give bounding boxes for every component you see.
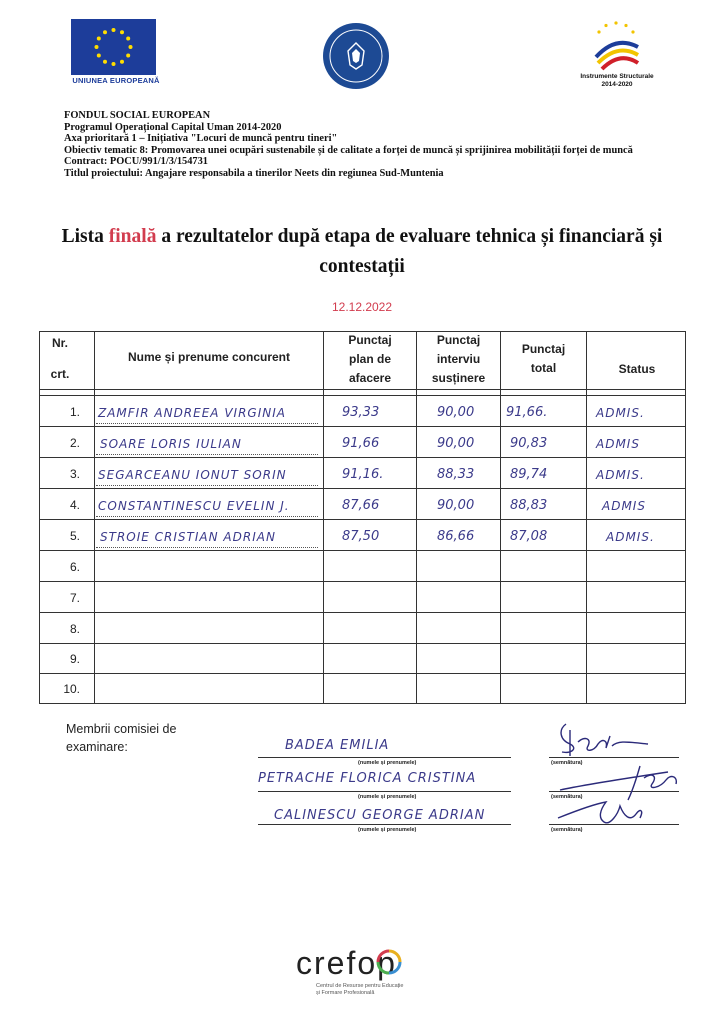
committee-label-line2: examinare: <box>66 740 128 754</box>
title-part1: Lista <box>61 226 109 247</box>
project-header <box>64 110 704 180</box>
row-number: 4. <box>69 498 80 512</box>
row-number: 1. <box>69 405 80 419</box>
structural-instruments-caption <box>571 73 663 89</box>
status-value: ADMIS. <box>596 406 645 420</box>
title-line2: contestații <box>319 256 405 277</box>
crefop-sub-line2: și Formare Profesională <box>316 989 375 996</box>
row-divider <box>40 457 685 458</box>
name-line <box>258 824 511 825</box>
crefop-sub-line1: Centrul de Resurse pentru Educație <box>316 983 404 989</box>
header-total <box>501 340 586 378</box>
crefop-wordmark: crefop <box>296 945 397 981</box>
name-caption: (numele și prenumele) <box>358 794 417 800</box>
score-total: 91,66. <box>506 405 548 420</box>
signature-caption: (semnătura) <box>551 794 583 800</box>
row-divider <box>40 673 685 674</box>
candidate-name: STROIE CRISTIAN ADRIAN <box>100 530 276 544</box>
header-plan-line3: afacere <box>348 371 392 385</box>
score-total: 89,74 <box>510 467 548 482</box>
header-nr-line1: Nr. <box>51 336 68 350</box>
underline <box>96 485 318 486</box>
committee-label-line1: Membrii comisiei de <box>66 722 177 736</box>
score-plan: 93,33 <box>342 405 380 420</box>
score-total: 90,83 <box>510 436 548 451</box>
score-total: 88,83 <box>510 498 548 513</box>
status-value: ADMIS <box>602 499 646 513</box>
committee-label <box>66 720 216 756</box>
header-divider <box>40 395 685 396</box>
header-line-program: Programul Operațional Capital Uman 2014-2020 <box>64 121 282 133</box>
government-seal-logo <box>321 21 391 91</box>
header-line-objective: Obiectiv tematic 8: Promovarea unei ocupări sustenabile și de calitate a forței de muncă și sprijinirea mobilității forței de muncă <box>64 144 633 156</box>
eu-stars-icon <box>71 19 156 75</box>
underline <box>96 454 318 455</box>
title-part2: a rezultatelor după etapa de evaluare tehnica și financiară și <box>156 226 663 247</box>
document-title <box>40 222 684 282</box>
signature-caption: (semnătura) <box>551 760 583 766</box>
results-table <box>39 331 686 704</box>
header-line-fund: FONDUL SOCIAL EUROPEAN <box>64 110 211 121</box>
underline <box>96 423 318 424</box>
row-number: 5. <box>69 529 80 543</box>
candidate-name: SOARE LORIS IULIAN <box>100 437 242 451</box>
row-number: 2. <box>69 436 80 450</box>
header-plan <box>324 331 416 388</box>
seal-icon <box>321 21 391 91</box>
eu-flag-logo <box>71 19 156 75</box>
is-caption-line1: Instrumente Structurale <box>580 73 654 80</box>
committee-member-name: BADEA EMILIA <box>285 738 390 753</box>
row-divider <box>40 488 685 489</box>
header-interviu <box>417 331 500 388</box>
row-divider <box>40 612 685 613</box>
header-total-line1: Punctaj <box>521 342 566 356</box>
score-interviu: 90,00 <box>437 436 475 451</box>
header-plan-line2: plan de <box>348 352 391 366</box>
candidate-name: SEGARCEANU IONUT SORIN <box>98 468 287 482</box>
row-divider <box>40 643 685 644</box>
name-line <box>258 791 511 792</box>
signature-caption: (semnătura) <box>551 827 583 833</box>
score-plan: 91,16. <box>342 467 384 482</box>
header-interviu-line3: susținere <box>431 371 486 385</box>
name-caption: (numele și prenumele) <box>358 827 417 833</box>
col-divider <box>94 332 95 703</box>
status-value: ADMIS <box>596 437 640 451</box>
status-value: ADMIS. <box>596 468 645 482</box>
row-number: 7. <box>69 591 80 605</box>
row-divider <box>40 581 685 582</box>
name-caption: (numele și prenumele) <box>358 760 417 766</box>
score-plan: 87,66 <box>342 498 380 513</box>
header-line-contract: Contract: POCU/991/1/3/154731 <box>64 156 209 168</box>
score-plan: 87,50 <box>342 529 380 544</box>
underline <box>96 516 318 517</box>
header-status: Status <box>618 362 656 376</box>
header-nr <box>40 334 80 384</box>
structural-instruments-logo <box>588 17 644 73</box>
handwritten-signatures <box>548 718 718 833</box>
header-interviu-line1: Punctaj <box>436 333 481 347</box>
document-date: 12.12.2022 <box>331 300 393 314</box>
committee-member-name: CALINESCU GEORGE ADRIAN <box>274 808 486 823</box>
row-divider <box>40 426 685 427</box>
eu-caption: UNIUNEA EUROPEANĂ <box>72 76 160 85</box>
candidate-name: CONSTANTINESCU EVELIN J. <box>98 499 290 513</box>
header-divider <box>40 389 685 390</box>
score-interviu: 90,00 <box>437 498 475 513</box>
row-number: 9. <box>69 652 80 666</box>
name-line <box>258 757 511 758</box>
underline <box>96 547 318 548</box>
committee-member-name: PETRACHE FLORICA CRISTINA <box>258 771 477 786</box>
row-divider <box>40 519 685 520</box>
row-number: 10. <box>63 682 80 696</box>
header-name: Nume și prenume concurent <box>127 350 291 364</box>
header-line-axis: Axa prioritară 1 – Inițiativa "Locuri de muncă pentru tineri" <box>64 133 338 145</box>
header-nr-line2: crt. <box>50 367 70 381</box>
header-plan-line1: Punctaj <box>348 333 392 347</box>
candidate-name: ZAMFIR ANDREEA VIRGINIA <box>98 406 286 420</box>
header-line-title: Titlul proiectului: Angajare responsabila a tinerilor Neets din regiunea Sud-Muntenia <box>64 167 444 179</box>
title-highlight: finală <box>108 226 157 247</box>
stars-arc-icon <box>588 17 644 73</box>
score-interviu: 90,00 <box>437 405 475 420</box>
col-divider <box>586 332 587 703</box>
is-caption-line2: 2014-2020 <box>601 81 633 88</box>
header-total-line2: total <box>530 361 557 375</box>
row-number: 6. <box>69 560 80 574</box>
score-total: 87,08 <box>510 529 548 544</box>
col-divider <box>500 332 501 703</box>
crefop-o-icon <box>376 949 402 975</box>
status-value: ADMIS. <box>606 530 655 544</box>
header-interviu-line2: interviu <box>436 352 481 366</box>
row-divider <box>40 550 685 551</box>
score-plan: 91,66 <box>342 436 380 451</box>
score-interviu: 86,66 <box>437 529 475 544</box>
row-number: 8. <box>69 622 80 636</box>
row-number: 3. <box>69 467 80 481</box>
crefop-subtitle <box>316 983 446 996</box>
score-interviu: 88,33 <box>437 467 475 482</box>
